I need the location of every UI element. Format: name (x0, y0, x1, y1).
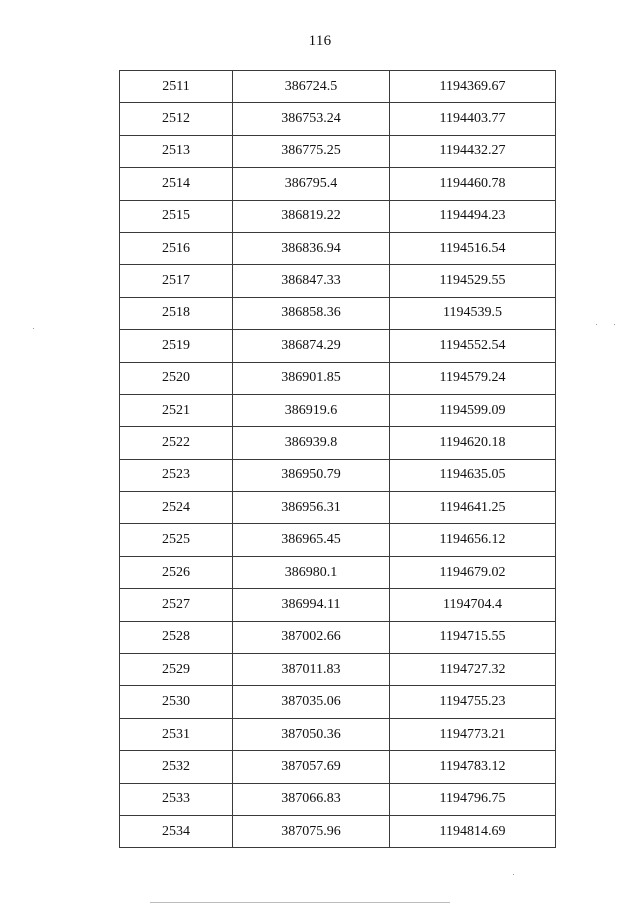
point-id-cell: 2521 (120, 394, 233, 426)
y-coordinate-cell: 1194460.78 (390, 168, 556, 200)
x-coordinate-cell: 386819.22 (233, 200, 390, 232)
y-coordinate-cell: 1194796.75 (390, 783, 556, 815)
y-coordinate-cell: 1194620.18 (390, 427, 556, 459)
scan-edge-mark (150, 902, 450, 903)
point-id-cell: 2513 (120, 135, 233, 167)
point-id-cell: 2524 (120, 492, 233, 524)
y-coordinate-cell: 1194432.27 (390, 135, 556, 167)
point-id-cell: 2514 (120, 168, 233, 200)
table-row (120, 524, 556, 556)
y-coordinate-cell: 1194529.55 (390, 265, 556, 297)
x-coordinate-cell: 386775.25 (233, 135, 390, 167)
table-row (120, 265, 556, 297)
x-coordinate-cell: 386847.33 (233, 265, 390, 297)
point-id-cell: 2534 (120, 815, 233, 847)
x-coordinate-cell: 387050.36 (233, 718, 390, 750)
x-coordinate-cell: 386939.8 (233, 427, 390, 459)
x-coordinate-cell: 387035.06 (233, 686, 390, 718)
x-coordinate-cell: 386994.11 (233, 589, 390, 621)
x-coordinate-cell: 386956.31 (233, 492, 390, 524)
point-id-cell: 2532 (120, 751, 233, 783)
x-coordinate-cell: 387066.83 (233, 783, 390, 815)
point-id-cell: 2519 (120, 330, 233, 362)
y-coordinate-cell: 1194539.5 (390, 297, 556, 329)
table-row (120, 589, 556, 621)
table-row (120, 815, 556, 847)
table-row (120, 654, 556, 686)
point-id-cell: 2515 (120, 200, 233, 232)
scan-speck (513, 874, 514, 875)
point-id-cell: 2530 (120, 686, 233, 718)
y-coordinate-cell: 1194679.02 (390, 556, 556, 588)
y-coordinate-cell: 1194704.4 (390, 589, 556, 621)
y-coordinate-cell: 1194599.09 (390, 394, 556, 426)
y-coordinate-cell: 1194814.69 (390, 815, 556, 847)
scan-speck (614, 324, 615, 325)
x-coordinate-cell: 387011.83 (233, 654, 390, 686)
y-coordinate-cell: 1194369.67 (390, 71, 556, 103)
x-coordinate-cell: 386724.5 (233, 71, 390, 103)
point-id-cell: 2526 (120, 556, 233, 588)
table-row (120, 492, 556, 524)
table-row (120, 168, 556, 200)
point-id-cell: 2516 (120, 232, 233, 264)
y-coordinate-cell: 1194516.54 (390, 232, 556, 264)
table-row (120, 686, 556, 718)
coordinate-table-body (120, 71, 556, 848)
x-coordinate-cell: 386795.4 (233, 168, 390, 200)
table-row (120, 394, 556, 426)
point-id-cell: 2533 (120, 783, 233, 815)
y-coordinate-cell: 1194773.21 (390, 718, 556, 750)
x-coordinate-cell: 386874.29 (233, 330, 390, 362)
y-coordinate-cell: 1194403.77 (390, 103, 556, 135)
point-id-cell: 2511 (120, 71, 233, 103)
point-id-cell: 2529 (120, 654, 233, 686)
y-coordinate-cell: 1194641.25 (390, 492, 556, 524)
x-coordinate-cell: 387075.96 (233, 815, 390, 847)
scan-speck (33, 328, 34, 329)
table-row (120, 459, 556, 491)
point-id-cell: 2523 (120, 459, 233, 491)
x-coordinate-cell: 386901.85 (233, 362, 390, 394)
point-id-cell: 2531 (120, 718, 233, 750)
table-row (120, 103, 556, 135)
y-coordinate-cell: 1194579.24 (390, 362, 556, 394)
y-coordinate-cell: 1194552.54 (390, 330, 556, 362)
table-row (120, 751, 556, 783)
y-coordinate-cell: 1194656.12 (390, 524, 556, 556)
table-row (120, 556, 556, 588)
scan-speck (596, 324, 597, 325)
y-coordinate-cell: 1194715.55 (390, 621, 556, 653)
point-id-cell: 2527 (120, 589, 233, 621)
y-coordinate-cell: 1194635.05 (390, 459, 556, 491)
table-row (120, 621, 556, 653)
table-row (120, 783, 556, 815)
y-coordinate-cell: 1194783.12 (390, 751, 556, 783)
table-row (120, 135, 556, 167)
page-number: 116 (308, 33, 332, 49)
point-id-cell: 2512 (120, 103, 233, 135)
x-coordinate-cell: 387057.69 (233, 751, 390, 783)
table-row (120, 232, 556, 264)
point-id-cell: 2518 (120, 297, 233, 329)
x-coordinate-cell: 387002.66 (233, 621, 390, 653)
x-coordinate-cell: 386753.24 (233, 103, 390, 135)
x-coordinate-cell: 386950.79 (233, 459, 390, 491)
x-coordinate-cell: 386965.45 (233, 524, 390, 556)
point-id-cell: 2520 (120, 362, 233, 394)
y-coordinate-cell: 1194727.32 (390, 654, 556, 686)
point-id-cell: 2528 (120, 621, 233, 653)
coordinate-table (119, 70, 556, 848)
point-id-cell: 2522 (120, 427, 233, 459)
x-coordinate-cell: 386919.6 (233, 394, 390, 426)
point-id-cell: 2525 (120, 524, 233, 556)
table-row (120, 427, 556, 459)
y-coordinate-cell: 1194494.23 (390, 200, 556, 232)
y-coordinate-cell: 1194755.23 (390, 686, 556, 718)
x-coordinate-cell: 386980.1 (233, 556, 390, 588)
point-id-cell: 2517 (120, 265, 233, 297)
table-row (120, 200, 556, 232)
x-coordinate-cell: 386858.36 (233, 297, 390, 329)
table-row (120, 297, 556, 329)
table-row (120, 71, 556, 103)
x-coordinate-cell: 386836.94 (233, 232, 390, 264)
table-row (120, 362, 556, 394)
table-row (120, 330, 556, 362)
table-row (120, 718, 556, 750)
